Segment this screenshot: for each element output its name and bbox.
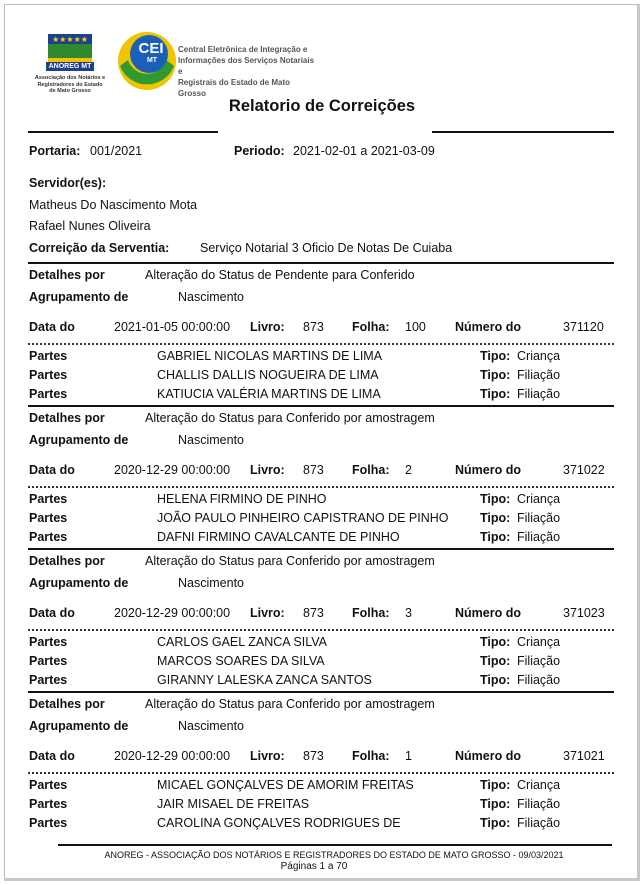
parte-nome: CARLOS GAEL ZANCA SILVA xyxy=(157,635,327,649)
parte-tipo: Filiação xyxy=(517,816,561,830)
tipo-label: Tipo: xyxy=(480,816,511,830)
record-divider xyxy=(28,262,614,264)
tipo-label: Tipo: xyxy=(480,778,511,792)
cei-line: Central Eletrônica de Integração e xyxy=(178,45,308,54)
footer-pages: Páginas 1 a 70 xyxy=(280,861,348,872)
parte-nome: HELENA FIRMINO DE PINHO xyxy=(157,492,327,506)
numero-value: 371022 xyxy=(563,463,605,477)
parte-nome: CHALLIS DALLIS NOGUEIRA DE LIMA xyxy=(157,368,379,382)
tipo-label: Tipo: xyxy=(480,368,511,382)
agrupamento-value: Nascimento xyxy=(178,290,244,304)
divider xyxy=(432,131,614,133)
portaria-label: Portaria: xyxy=(29,144,81,158)
partes-label: Partes xyxy=(29,492,68,506)
servidor-name: Matheus Do Nascimento Mota xyxy=(29,198,198,212)
svg-text:★★★★★: ★★★★★ xyxy=(52,35,88,44)
anoreg-logo xyxy=(36,32,104,98)
agrupamento-label: Agrupamento de xyxy=(29,433,129,447)
serventia-value: Serviço Notarial 3 Oficio De Notas De Cuiaba xyxy=(200,241,453,255)
servidor-name: Rafael Nunes Oliveira xyxy=(29,219,151,233)
parte-nome: GIRANNY LALESKA ZANCA SANTOS xyxy=(157,673,372,687)
dotted-divider xyxy=(28,629,614,631)
divider xyxy=(28,131,218,133)
parte-tipo: Criança xyxy=(517,778,561,792)
parte-tipo: Filiação xyxy=(517,387,561,401)
dotted-divider xyxy=(28,343,614,345)
servidores-label: Servidor(es): xyxy=(29,176,107,190)
tipo-label: Tipo: xyxy=(480,797,511,811)
livro-label: Livro: xyxy=(250,320,285,334)
cei-line: Registrais do Estado de Mato Grosso xyxy=(178,78,291,98)
partes-label: Partes xyxy=(29,349,68,363)
partes-label: Partes xyxy=(29,635,68,649)
parte-nome: JOÃO PAULO PINHEIRO CAPISTRANO DE PINHO xyxy=(157,511,449,525)
cei-logo-sub: MT xyxy=(146,57,158,64)
parte-nome: DAFNI FIRMINO CAVALCANTE DE PINHO xyxy=(157,530,400,544)
record-divider xyxy=(28,405,614,407)
numero-label: Número do xyxy=(455,320,521,334)
detalhes-label: Detalhes por xyxy=(29,268,105,282)
detalhes-value: Alteração do Status de Pendente para Conferido xyxy=(145,268,415,282)
folha-value: 3 xyxy=(405,606,412,620)
tipo-label: Tipo: xyxy=(480,654,511,668)
parte-tipo: Filiação xyxy=(517,530,561,544)
numero-label: Número do xyxy=(455,463,521,477)
partes-label: Partes xyxy=(29,654,68,668)
partes-label: Partes xyxy=(29,387,68,401)
numero-label: Número do xyxy=(455,749,521,763)
data-label: Data do xyxy=(29,606,75,620)
livro-label: Livro: xyxy=(250,749,285,763)
tipo-label: Tipo: xyxy=(480,492,511,506)
footer-org: ANOREG - ASSOCIAÇÃO DOS NOTÁRIOS E REGISTRADORES DO ESTADO DE MATO GROSSO - 09/03/2021 xyxy=(104,850,564,860)
cei-logo xyxy=(116,30,316,98)
parte-tipo: Criança xyxy=(517,492,561,506)
agrupamento-value: Nascimento xyxy=(178,719,244,733)
livro-value: 873 xyxy=(303,749,324,763)
livro-label: Livro: xyxy=(250,463,285,477)
partes-label: Partes xyxy=(29,511,68,525)
record-divider xyxy=(28,548,614,550)
tipo-label: Tipo: xyxy=(480,349,511,363)
tipo-label: Tipo: xyxy=(480,635,511,649)
livro-value: 873 xyxy=(303,606,324,620)
data-label: Data do xyxy=(29,320,75,334)
parte-tipo: Filiação xyxy=(517,654,561,668)
agrupamento-label: Agrupamento de xyxy=(29,290,129,304)
parte-tipo: Filiação xyxy=(517,511,561,525)
portaria-value: 001/2021 xyxy=(90,144,143,158)
footer-divider xyxy=(58,844,612,846)
folha-label: Folha: xyxy=(352,320,390,334)
parte-tipo: Criança xyxy=(517,635,561,649)
detalhes-value: Alteração do Status para Conferido por amostragem xyxy=(145,411,435,425)
numero-value: 371021 xyxy=(563,749,605,763)
parte-nome: KATIUCIA VALÉRIA MARTINS DE LIMA xyxy=(157,387,381,401)
agrupamento-value: Nascimento xyxy=(178,576,244,590)
agrupamento-value: Nascimento xyxy=(178,433,244,447)
numero-value: 371023 xyxy=(563,606,605,620)
serventia-label: Correição da Serventia: xyxy=(29,241,170,255)
folha-value: 1 xyxy=(405,749,412,763)
dotted-divider xyxy=(28,772,614,774)
parte-tipo: Filiação xyxy=(517,368,561,382)
parte-nome: CAROLINA GONÇALVES RODRIGUES DE xyxy=(157,816,401,830)
livro-label: Livro: xyxy=(250,606,285,620)
partes-label: Partes xyxy=(29,797,68,811)
tipo-label: Tipo: xyxy=(480,673,511,687)
folha-label: Folha: xyxy=(352,606,390,620)
periodo-value: 2021-02-01 a 2021-03-09 xyxy=(293,144,435,158)
parte-tipo: Filiação xyxy=(517,797,561,811)
parte-nome: GABRIEL NICOLAS MARTINS DE LIMA xyxy=(157,349,383,363)
cei-line: Informações dos Serviços Notariais e xyxy=(178,56,315,76)
anoreg-caption: Associação dos Notários e Registradores do Estado de Mato Grosso xyxy=(34,75,106,94)
data-value: 2020-12-29 00:00:00 xyxy=(114,463,231,477)
tipo-label: Tipo: xyxy=(480,511,511,525)
detalhes-value: Alteração do Status para Conferido por amostragem xyxy=(145,697,435,711)
partes-label: Partes xyxy=(29,778,68,792)
record-divider xyxy=(28,691,614,693)
partes-label: Partes xyxy=(29,368,68,382)
parte-tipo: Filiação xyxy=(517,673,561,687)
tipo-label: Tipo: xyxy=(480,530,511,544)
folha-value: 2 xyxy=(405,463,412,477)
detalhes-label: Detalhes por xyxy=(29,554,105,568)
data-label: Data do xyxy=(29,749,75,763)
detalhes-label: Detalhes por xyxy=(29,411,105,425)
cei-description xyxy=(178,44,318,99)
partes-label: Partes xyxy=(29,816,68,830)
data-label: Data do xyxy=(29,463,75,477)
partes-label: Partes xyxy=(29,673,68,687)
folha-label: Folha: xyxy=(352,749,390,763)
detalhes-label: Detalhes por xyxy=(29,697,105,711)
data-value: 2020-12-29 00:00:00 xyxy=(114,606,231,620)
folha-label: Folha: xyxy=(352,463,390,477)
numero-value: 371120 xyxy=(563,320,604,334)
parte-nome: JAIR MISAEL DE FREITAS xyxy=(157,797,310,811)
data-value: 2021-01-05 00:00:00 xyxy=(114,320,231,334)
cei-logo-text: CEI xyxy=(138,40,164,57)
parte-nome: MARCOS SOARES DA SILVA xyxy=(157,654,325,668)
parte-nome: MICAEL GONÇALVES DE AMORIM FREITAS xyxy=(157,778,414,792)
agrupamento-label: Agrupamento de xyxy=(29,576,129,590)
dotted-divider xyxy=(28,486,614,488)
livro-value: 873 xyxy=(303,463,324,477)
anoreg-badge: ANOREG MT xyxy=(48,63,92,70)
periodo-label: Periodo: xyxy=(234,144,285,158)
data-value: 2020-12-29 00:00:00 xyxy=(114,749,231,763)
parte-tipo: Criança xyxy=(517,349,561,363)
partes-label: Partes xyxy=(29,530,68,544)
folha-value: 100 xyxy=(405,320,426,334)
agrupamento-label: Agrupamento de xyxy=(29,719,129,733)
tipo-label: Tipo: xyxy=(480,387,511,401)
detalhes-value: Alteração do Status para Conferido por amostragem xyxy=(145,554,435,568)
report-title: Relatorio de Correições xyxy=(228,97,416,115)
livro-value: 873 xyxy=(303,320,324,334)
numero-label: Número do xyxy=(455,606,521,620)
